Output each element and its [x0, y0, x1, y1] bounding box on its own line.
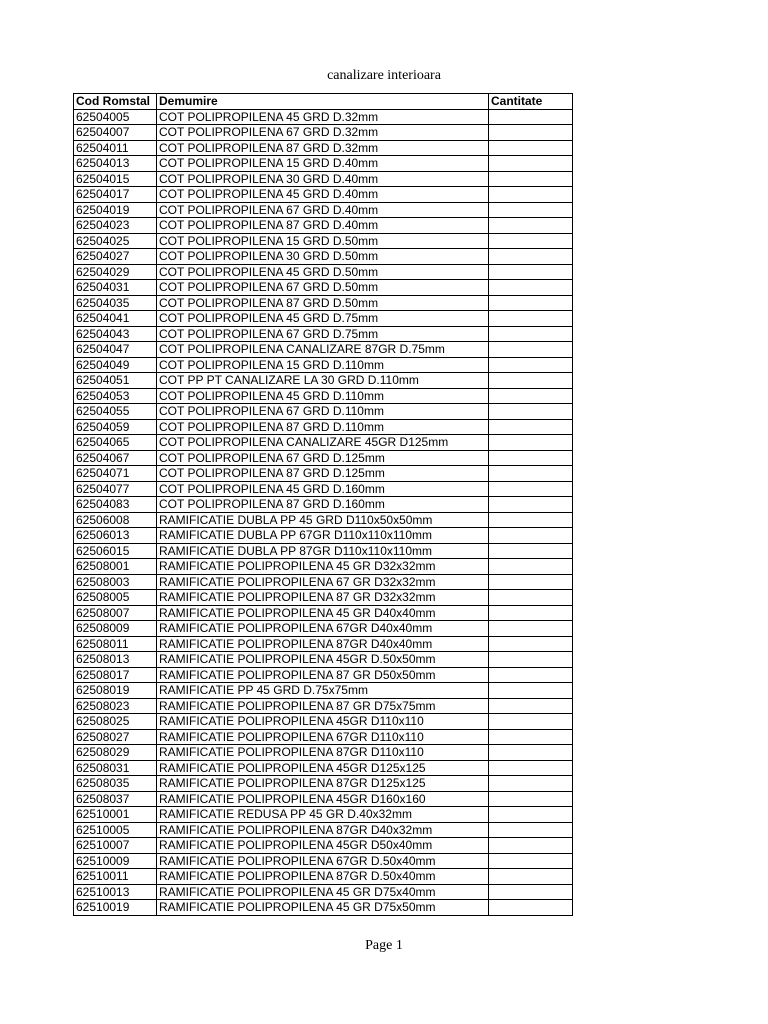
- cell-quantity: [489, 698, 573, 714]
- cell-name: COT POLIPROPILENA 15 GRD D.40mm: [157, 156, 489, 172]
- cell-code: 62504023: [74, 218, 157, 234]
- cell-code: 62504049: [74, 357, 157, 373]
- cell-name: RAMIFICATIE POLIPROPILENA 87 GR D32x32mm: [157, 590, 489, 606]
- cell-name: RAMIFICATIE DUBLA PP 67GR D110x110x110mm: [157, 528, 489, 544]
- cell-quantity: [489, 187, 573, 203]
- cell-name: RAMIFICATIE POLIPROPILENA 87GR D40x32mm: [157, 822, 489, 838]
- cell-quantity: [489, 264, 573, 280]
- cell-name: RAMIFICATIE POLIPROPILENA 67GR D.50x40mm: [157, 853, 489, 869]
- cell-quantity: [489, 450, 573, 466]
- cell-quantity: [489, 714, 573, 730]
- cell-name: RAMIFICATIE PP 45 GRD D.75x75mm: [157, 683, 489, 699]
- table-row: [74, 822, 573, 838]
- cell-quantity: [489, 667, 573, 683]
- table-row: [74, 528, 573, 544]
- cell-quantity: [489, 481, 573, 497]
- table-row: [74, 760, 573, 776]
- cell-code: 62504031: [74, 280, 157, 296]
- cell-code: 62510005: [74, 822, 157, 838]
- cell-code: 62508019: [74, 683, 157, 699]
- cell-code: 62504029: [74, 264, 157, 280]
- cell-code: 62504011: [74, 140, 157, 156]
- table-row: [74, 171, 573, 187]
- cell-quantity: [489, 776, 573, 792]
- table-row: [74, 605, 573, 621]
- table-row: [74, 512, 573, 528]
- cell-name: COT POLIPROPILENA 67 GRD D.110mm: [157, 404, 489, 420]
- cell-quantity: [489, 295, 573, 311]
- table-row: [74, 636, 573, 652]
- table-row: [74, 450, 573, 466]
- cell-code: 62510019: [74, 900, 157, 916]
- cell-quantity: [489, 791, 573, 807]
- cell-code: 62508001: [74, 559, 157, 575]
- table-row: [74, 838, 573, 854]
- cell-code: 62508009: [74, 621, 157, 637]
- cell-code: 62506008: [74, 512, 157, 528]
- cell-code: 62504015: [74, 171, 157, 187]
- table-row: [74, 714, 573, 730]
- cell-code: 62508003: [74, 574, 157, 590]
- cell-quantity: [489, 373, 573, 389]
- table-row: [74, 311, 573, 327]
- table-row: [74, 574, 573, 590]
- cell-quantity: [489, 683, 573, 699]
- cell-name: RAMIFICATIE POLIPROPILENA 45 GR D75x50mm: [157, 900, 489, 916]
- cell-name: COT POLIPROPILENA 67 GRD D.50mm: [157, 280, 489, 296]
- header-demumire: Demumire: [157, 94, 489, 110]
- header-row: [74, 94, 573, 110]
- cell-code: 62510009: [74, 853, 157, 869]
- cell-quantity: [489, 109, 573, 125]
- cell-code: 62504067: [74, 450, 157, 466]
- cell-code: 62510007: [74, 838, 157, 854]
- cell-name: COT POLIPROPILENA 45 GRD D.75mm: [157, 311, 489, 327]
- table-row: [74, 156, 573, 172]
- cell-quantity: [489, 125, 573, 141]
- table-row: [74, 729, 573, 745]
- table-row: [74, 326, 573, 342]
- cell-code: 62510001: [74, 807, 157, 823]
- table-row: [74, 388, 573, 404]
- table-row: [74, 497, 573, 513]
- cell-name: COT POLIPROPILENA 87 GRD D.110mm: [157, 419, 489, 435]
- cell-code: 62504019: [74, 202, 157, 218]
- product-table: [73, 93, 573, 916]
- cell-code: 62504053: [74, 388, 157, 404]
- cell-code: 62504071: [74, 466, 157, 482]
- cell-code: 62508011: [74, 636, 157, 652]
- cell-code: 62504047: [74, 342, 157, 358]
- cell-code: 62508037: [74, 791, 157, 807]
- cell-quantity: [489, 652, 573, 668]
- cell-name: COT POLIPROPILENA 45 GRD D.110mm: [157, 388, 489, 404]
- cell-quantity: [489, 156, 573, 172]
- cell-quantity: [489, 419, 573, 435]
- table-row: [74, 884, 573, 900]
- cell-code: 62506013: [74, 528, 157, 544]
- cell-name: COT POLIPROPILENA CANALIZARE 87GR D.75mm: [157, 342, 489, 358]
- cell-quantity: [489, 621, 573, 637]
- cell-quantity: [489, 218, 573, 234]
- cell-name: RAMIFICATIE POLIPROPILENA 87GR D40x40mm: [157, 636, 489, 652]
- cell-code: 62504041: [74, 311, 157, 327]
- cell-name: RAMIFICATIE POLIPROPILENA 45GR D125x125: [157, 760, 489, 776]
- cell-name: RAMIFICATIE POLIPROPILENA 87 GR D75x75mm: [157, 698, 489, 714]
- cell-quantity: [489, 636, 573, 652]
- cell-name: RAMIFICATIE POLIPROPILENA 87GR D110x110: [157, 745, 489, 761]
- table-row: [74, 621, 573, 637]
- cell-quantity: [489, 233, 573, 249]
- cell-quantity: [489, 760, 573, 776]
- cell-code: 62504051: [74, 373, 157, 389]
- table-row: [74, 900, 573, 916]
- table-row: [74, 683, 573, 699]
- cell-quantity: [489, 342, 573, 358]
- cell-name: COT POLIPROPILENA 30 GRD D.50mm: [157, 249, 489, 265]
- cell-name: COT POLIPROPILENA 45 GRD D.50mm: [157, 264, 489, 280]
- cell-quantity: [489, 869, 573, 885]
- cell-quantity: [489, 280, 573, 296]
- cell-code: 62504017: [74, 187, 157, 203]
- table-row: [74, 869, 573, 885]
- table-row: [74, 745, 573, 761]
- table-row: [74, 295, 573, 311]
- cell-code: 62508029: [74, 745, 157, 761]
- cell-name: RAMIFICATIE POLIPROPILENA 67 GR D32x32mm: [157, 574, 489, 590]
- table-row: [74, 280, 573, 296]
- cell-name: RAMIFICATIE POLIPROPILENA 45 GR D32x32mm: [157, 559, 489, 575]
- cell-quantity: [489, 249, 573, 265]
- table-row: [74, 853, 573, 869]
- cell-name: RAMIFICATIE POLIPROPILENA 45 GR D40x40mm: [157, 605, 489, 621]
- document-title: canalizare interioara: [327, 68, 441, 83]
- table-row: [74, 776, 573, 792]
- cell-name: COT POLIPROPILENA 45 GRD D.40mm: [157, 187, 489, 203]
- header-cantitate: Cantitate: [489, 94, 573, 110]
- cell-name: COT POLIPROPILENA 67 GRD D.40mm: [157, 202, 489, 218]
- cell-code: 62508023: [74, 698, 157, 714]
- table-row: [74, 590, 573, 606]
- cell-quantity: [489, 466, 573, 482]
- cell-code: 62504059: [74, 419, 157, 435]
- cell-code: 62504043: [74, 326, 157, 342]
- table-row: [74, 419, 573, 435]
- table-row: [74, 342, 573, 358]
- table-row: [74, 698, 573, 714]
- cell-name: COT POLIPROPILENA 45 GRD D.160mm: [157, 481, 489, 497]
- cell-quantity: [489, 807, 573, 823]
- cell-name: RAMIFICATIE POLIPROPILENA 67GR D40x40mm: [157, 621, 489, 637]
- cell-name: RAMIFICATIE REDUSA PP 45 GR D.40x32mm: [157, 807, 489, 823]
- cell-quantity: [489, 140, 573, 156]
- cell-code: 62508005: [74, 590, 157, 606]
- cell-code: 62508025: [74, 714, 157, 730]
- table-body: [74, 109, 573, 915]
- cell-name: COT POLIPROPILENA 87 GRD D.160mm: [157, 497, 489, 513]
- cell-name: COT POLIPROPILENA 67 GRD D.125mm: [157, 450, 489, 466]
- table-row: [74, 559, 573, 575]
- table-row: [74, 357, 573, 373]
- cell-quantity: [489, 822, 573, 838]
- cell-code: 62504025: [74, 233, 157, 249]
- table-row: [74, 125, 573, 141]
- cell-quantity: [489, 202, 573, 218]
- cell-name: COT POLIPROPILENA 87 GRD D.125mm: [157, 466, 489, 482]
- table-row: [74, 187, 573, 203]
- cell-name: COT POLIPROPILENA 87 GRD D.50mm: [157, 295, 489, 311]
- table-row: [74, 218, 573, 234]
- cell-name: RAMIFICATIE POLIPROPILENA 67GR D110x110: [157, 729, 489, 745]
- table-row: [74, 202, 573, 218]
- cell-code: 62510013: [74, 884, 157, 900]
- cell-quantity: [489, 357, 573, 373]
- cell-quantity: [489, 435, 573, 451]
- cell-quantity: [489, 853, 573, 869]
- cell-code: 62504055: [74, 404, 157, 420]
- cell-code: 62508017: [74, 667, 157, 683]
- cell-quantity: [489, 528, 573, 544]
- table-row: [74, 233, 573, 249]
- cell-name: COT POLIPROPILENA 45 GRD D.32mm: [157, 109, 489, 125]
- cell-name: RAMIFICATIE POLIPROPILENA 87 GR D50x50mm: [157, 667, 489, 683]
- cell-quantity: [489, 404, 573, 420]
- cell-quantity: [489, 574, 573, 590]
- cell-name: RAMIFICATIE DUBLA PP 87GR D110x110x110mm: [157, 543, 489, 559]
- cell-code: 62504065: [74, 435, 157, 451]
- table-row: [74, 109, 573, 125]
- table-row: [74, 791, 573, 807]
- table-row: [74, 404, 573, 420]
- cell-name: RAMIFICATIE POLIPROPILENA 45GR D50x40mm: [157, 838, 489, 854]
- cell-code: 62508035: [74, 776, 157, 792]
- cell-name: RAMIFICATIE POLIPROPILENA 87GR D.50x40mm: [157, 869, 489, 885]
- cell-quantity: [489, 605, 573, 621]
- cell-code: 62504027: [74, 249, 157, 265]
- cell-name: COT POLIPROPILENA 30 GRD D.40mm: [157, 171, 489, 187]
- cell-code: 62510011: [74, 869, 157, 885]
- table-row: [74, 140, 573, 156]
- table-row: [74, 667, 573, 683]
- cell-quantity: [489, 497, 573, 513]
- cell-quantity: [489, 512, 573, 528]
- cell-code: 62504007: [74, 125, 157, 141]
- table-row: [74, 264, 573, 280]
- cell-name: RAMIFICATIE DUBLA PP 45 GRD D110x50x50mm: [157, 512, 489, 528]
- cell-code: 62504035: [74, 295, 157, 311]
- cell-quantity: [489, 543, 573, 559]
- table-row: [74, 807, 573, 823]
- cell-quantity: [489, 729, 573, 745]
- cell-code: 62508007: [74, 605, 157, 621]
- cell-quantity: [489, 838, 573, 854]
- page-number: Page 1: [365, 938, 403, 953]
- cell-code: 62508031: [74, 760, 157, 776]
- cell-name: COT POLIPROPILENA 87 GRD D.32mm: [157, 140, 489, 156]
- cell-code: 62504077: [74, 481, 157, 497]
- cell-code: 62504083: [74, 497, 157, 513]
- header-cod-romstal: Cod Romstal: [74, 94, 157, 110]
- cell-quantity: [489, 326, 573, 342]
- cell-quantity: [489, 884, 573, 900]
- cell-code: 62508027: [74, 729, 157, 745]
- cell-name: COT POLIPROPILENA 87 GRD D.40mm: [157, 218, 489, 234]
- cell-name: RAMIFICATIE POLIPROPILENA 45GR D160x160: [157, 791, 489, 807]
- cell-name: RAMIFICATIE POLIPROPILENA 45GR D110x110: [157, 714, 489, 730]
- cell-name: RAMIFICATIE POLIPROPILENA 87GR D125x125: [157, 776, 489, 792]
- cell-quantity: [489, 745, 573, 761]
- cell-code: 62504005: [74, 109, 157, 125]
- cell-name: RAMIFICATIE POLIPROPILENA 45 GR D75x40mm: [157, 884, 489, 900]
- cell-name: COT POLIPROPILENA 67 GRD D.75mm: [157, 326, 489, 342]
- cell-name: COT PP PT CANALIZARE LA 30 GRD D.110mm: [157, 373, 489, 389]
- table-row: [74, 543, 573, 559]
- cell-name: COT POLIPROPILENA CANALIZARE 45GR D125mm: [157, 435, 489, 451]
- cell-quantity: [489, 559, 573, 575]
- cell-quantity: [489, 590, 573, 606]
- table-row: [74, 481, 573, 497]
- cell-name: RAMIFICATIE POLIPROPILENA 45GR D.50x50mm: [157, 652, 489, 668]
- cell-name: COT POLIPROPILENA 15 GRD D.110mm: [157, 357, 489, 373]
- cell-quantity: [489, 311, 573, 327]
- cell-quantity: [489, 171, 573, 187]
- table-row: [74, 466, 573, 482]
- cell-code: 62508013: [74, 652, 157, 668]
- table-row: [74, 652, 573, 668]
- cell-code: 62504013: [74, 156, 157, 172]
- cell-code: 62506015: [74, 543, 157, 559]
- table-row: [74, 249, 573, 265]
- table-row: [74, 435, 573, 451]
- cell-quantity: [489, 388, 573, 404]
- table-row: [74, 373, 573, 389]
- cell-name: COT POLIPROPILENA 15 GRD D.50mm: [157, 233, 489, 249]
- cell-name: COT POLIPROPILENA 67 GRD D.32mm: [157, 125, 489, 141]
- cell-quantity: [489, 900, 573, 916]
